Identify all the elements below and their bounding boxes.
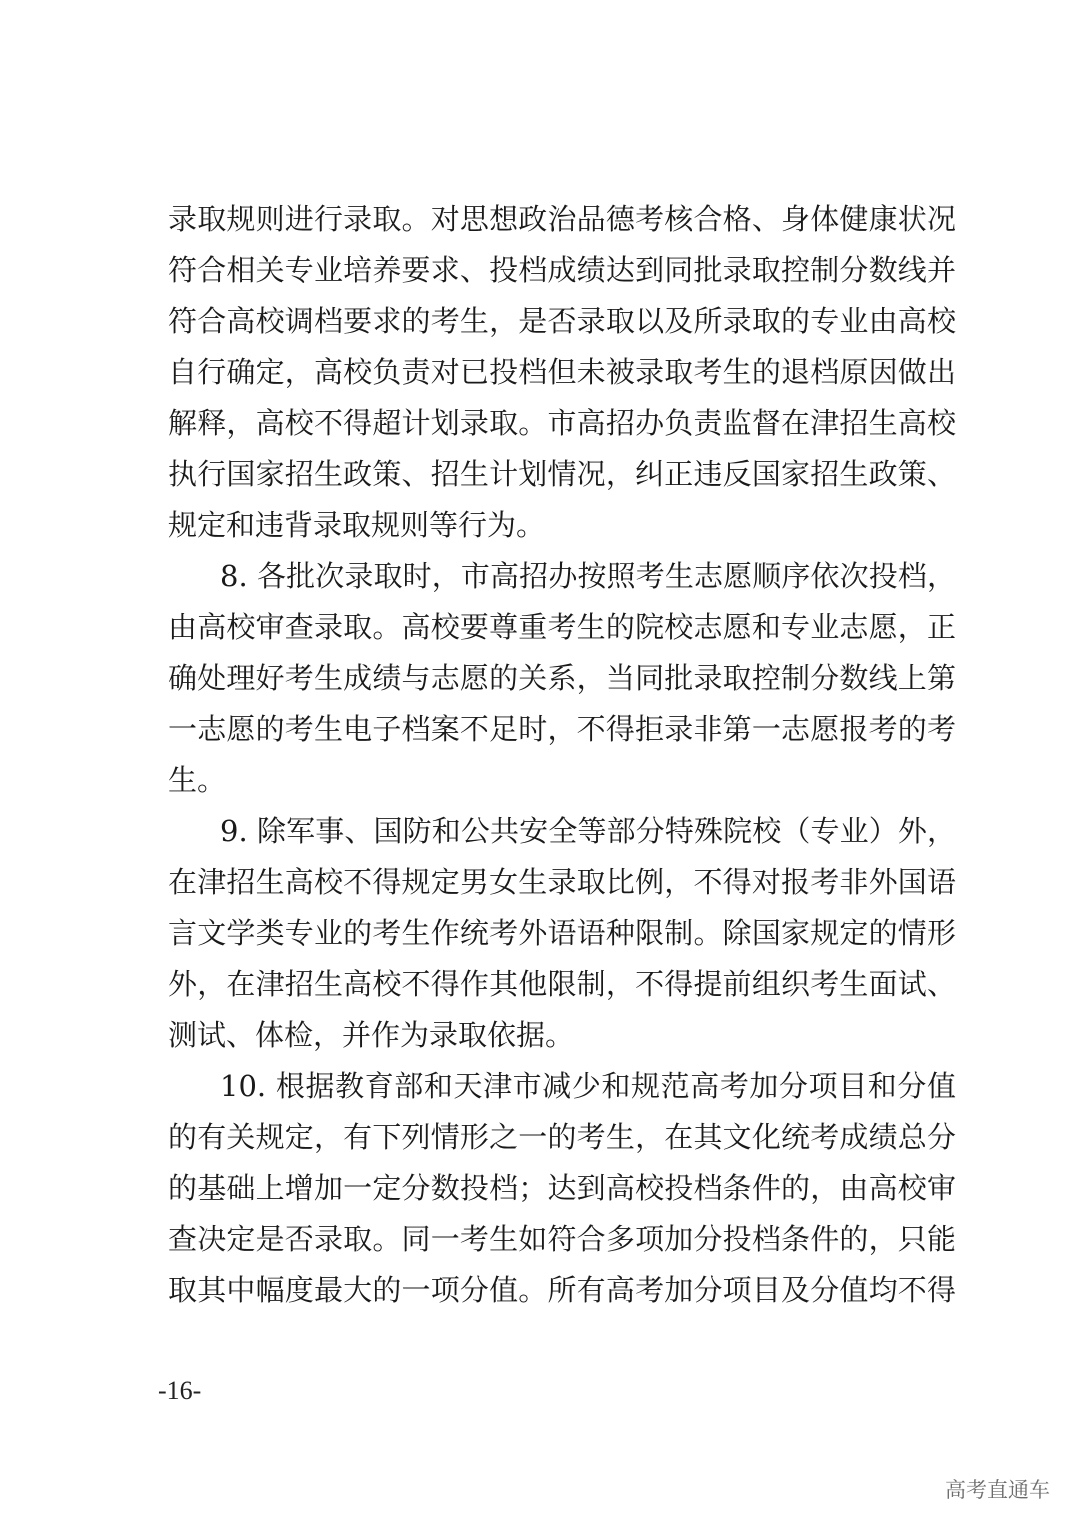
text-line: 查决定是否录取。同一考生如符合多项加分投档条件的，只能 <box>168 1222 956 1256</box>
text-line: 由高校审查录取。高校要尊重考生的院校志愿和专业志愿，正 <box>168 610 956 644</box>
text-line: 符合高校调档要求的考生，是否录取以及所录取的专业由高校 <box>168 304 956 338</box>
text-line: 一志愿的考生电子档案不足时，不得拒录非第一志愿报考的考 <box>168 712 956 746</box>
text-line: 测试、体检，并作为录取依据。 <box>168 1018 575 1052</box>
page-number: -16- <box>158 1376 202 1405</box>
watermark: 高考直通车 <box>945 1478 1050 1502</box>
text-line: 外，在津招生高校不得作其他限制，不得提前组织考生面试、 <box>168 967 956 1001</box>
text-line: 9. 除军事、国防和公共安全等部分特殊院校（专业）外， <box>220 814 956 848</box>
text-line: 8. 各批次录取时，市高招办按照考生志愿顺序依次投档， <box>220 559 956 593</box>
text-line: 执行国家招生政策、招生计划情况，纠正违反国家招生政策、 <box>168 457 956 491</box>
text-line: 取其中幅度最大的一项分值。所有高考加分项目及分值均不得 <box>168 1273 956 1307</box>
text-line: 规定和违背录取规则等行为。 <box>168 508 546 542</box>
text-line: 生。 <box>168 763 227 797</box>
text-line: 确处理好考生成绩与志愿的关系，当同批录取控制分数线上第 <box>168 661 956 695</box>
text-line: 10. 根据教育部和天津市减少和规范高考加分项目和分值 <box>220 1069 956 1103</box>
text-line: 言文学类专业的考生作统考外语语种限制。除国家规定的情形 <box>168 916 956 950</box>
text-line: 自行确定，高校负责对已投档但未被录取考生的退档原因做出 <box>168 355 956 389</box>
text-line: 的有关规定，有下列情形之一的考生，在其文化统考成绩总分 <box>168 1120 956 1154</box>
text-line: 的基础上增加一定分数投档；达到高校投档条件的，由高校审 <box>168 1171 956 1205</box>
text-line: 符合相关专业培养要求、投档成绩达到同批录取控制分数线并 <box>168 253 956 287</box>
text-line: 解释，高校不得超计划录取。市高招办负责监督在津招生高校 <box>168 406 956 440</box>
document-body <box>168 194 956 1316</box>
text-line: 在津招生高校不得规定男女生录取比例，不得对报考非外国语 <box>168 865 956 899</box>
text-line: 录取规则进行录取。对思想政治品德考核合格、身体健康状况 <box>168 202 956 236</box>
